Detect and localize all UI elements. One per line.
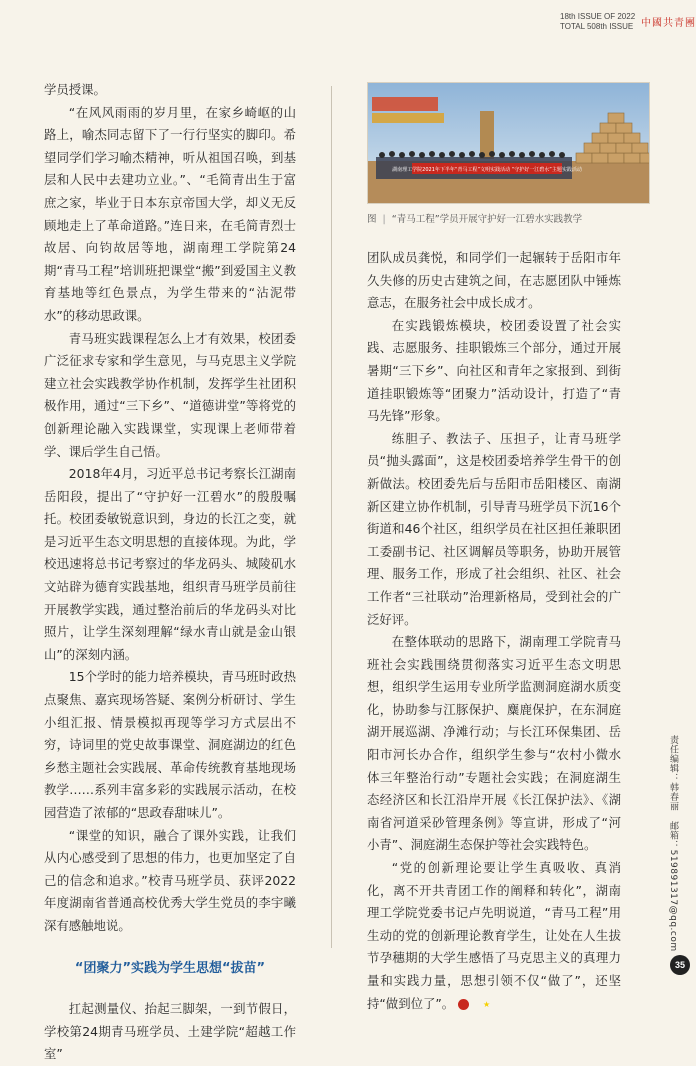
paragraph: 团队成员龚悦，和同学们一起辗转于岳阳市年久失修的历史古建筑之间，在志愿团队中锤炼意志，在服务社会中成长成才。 — [367, 250, 621, 311]
caption-marker: 图 — [367, 214, 377, 225]
end-star-icon: ★ — [458, 999, 469, 1010]
photo-illustration — [368, 83, 649, 203]
total-issue: TOTAL 508th ISSUE — [560, 22, 634, 31]
issue-info — [560, 12, 640, 32]
paragraph: 在实践锻炼模块，校团委设置了社会实践、志愿服务、挂职锻炼三个部分，通过开展暑期“三下乡”、向社区和青年之家报到、到街道挂职锻炼等“团聚力”活动设计，打造了“青马先锋”形象。 — [367, 317, 621, 424]
paragraph: 2018年4月，习近平总书记考察长江湖南岳阳段，提出了“守护好一江碧水”的殷殷嘱托。校团委敏锐意识到，身边的长江之变，就是习近平生态文明思想的直接体现。为此，学校迅速将总书记考察过的华龙码头、城陵矶水文站辟为德育实践基地，组织青马班学员前往开展教学实践，通过整治前后的华龙码头对比照片，让学生深刻理解“绿水青山就是金山银山”的深刻内涵。 — [44, 466, 296, 662]
issue-number: 18th ISSUE OF 2022 — [560, 12, 636, 21]
paragraph: 练胆子、教法子、压担子，让青马班学员“抛头露面”，这是校团委培养学生骨干的创新做法。校团委先后与岳阳市岳阳楼区、南湖新区建立协作机制，引导青马班学员下沉16个街道和46个社区，组织学员在社区担任兼职团工委副书记、社区调解员等职务，协助开展管理、服务工作，形成了社会组织、社区、社会工作者“三社联动”治理新格局，受到社会的广泛好评。 — [367, 430, 621, 627]
slogan-sign — [372, 97, 438, 111]
left-column — [44, 79, 296, 1066]
page-number: 35 — [670, 955, 690, 975]
paragraph: 扛起测量仪、抬起三脚架，一到节假日，学校第24期青马班学员、土建学院“超越工作室” — [44, 1001, 296, 1062]
editor-credit: 责任编辑：韩春丽 邮箱：519891317@qq.com — [668, 735, 678, 952]
banner-text: 湖南理工学院2021年下半年“青马工程”文明实践活动 “守护好一江碧水”主题实践活动 — [392, 167, 582, 173]
caption-text: “青马工程”学员开展守护好一江碧水实践教学 — [391, 214, 583, 225]
editor-sidebar — [663, 735, 693, 952]
magazine-brand: 中國共青團 — [641, 18, 696, 29]
paragraph: “在风风雨雨的岁月里，在家乡崎岖的山路上，喻杰同志留下了一行行坚实的脚印。希望同学们学习喻杰精神，听从祖国召唤，到基层和人民中去建功立业。”、“毛简青出生于富庶之家，毕业于日本东京帝国大学，却义无反顾地走上了革命道路。”连日来，在毛简青烈士故居、向钧故居等地，湖南理工学院第24期“青马工程”培训班把课堂“搬”到爱国主义教育基地等红色景点，为学生带来的“沾泥带水”的移动思政课。 — [44, 104, 296, 323]
editor-email: 邮箱：519891317@qq.com — [668, 821, 678, 952]
column-divider — [331, 86, 332, 948]
section-heading: “团聚力”实践为学生思想“拔苗” — [74, 960, 266, 976]
paragraph: 学员授课。 — [44, 82, 106, 97]
paragraph — [367, 857, 621, 1015]
paragraph: 15个学时的能力培养模块，青马班时政热点聚焦、嘉宾现场答疑、案例分析研讨、学生小组汇报、情景模拟再现等学习方式层出不穷，诗词里的党史故事课堂、洞庭湖边的红色乡愁主题社会实践展、革命传统教育基地现场教学……系列丰富多彩的实践展示活动，在校园营造了浓郁的“思政春甜味儿”。 — [44, 669, 296, 820]
paragraph: “课堂的知识，融合了课外实践，让我们从内心感受到了思想的伟力，也更加坚定了自己的信念和追求。”校青马班学员、获评2022年度湖南省普通高校优秀大学生党员的李宇曦深有感触地说。 — [44, 827, 296, 933]
photo-caption: 图 | “青马工程”学员开展守护好一江碧水实践教学 — [367, 214, 583, 225]
practice-photo — [367, 82, 650, 204]
right-column — [367, 247, 621, 1015]
paragraph: 青马班实践课程怎么上才有效果，校团委广泛征求专家和学生意见，与马克思主义学院建立社会实践教学协作机制，发挥学生社团积极作用，通过“三下乡”、“道德讲堂”等将党的创新理论融入实践课堂，实现课上老师带着学、课后学生自己悟。 — [44, 330, 296, 459]
paragraph: 在整体联动的思路下，湖南理工学院青马班社会实践围绕贯彻落实习近平生态文明思想，组织学生运用专业所学监测洞庭湖水质变化，协助参与江豚保护、麋鹿保护，在东洞庭湖开展巡湖、净滩行动；与长江环保集团、岳阳市河长办合作，组织学生参与“农村小微水体三年整治行动”专题社会实践；在洞庭湖生态经济区和长江沿岸开展《长江保护法》、《湖南省河道采砂管理条例》等宣讲，形成了“河小青”、洞庭湖生态保护等社会实践特色。 — [367, 634, 621, 853]
closing-text: “党的创新理论要让学生真吸收、真消化，离不开共青团工作的阐释和转化”，湖南理工学院党委书记卢先明说道，“青马工程”用生动的党的创新理论教育学生，让处在人生拔节孕穗期的大学生感悟了马克思主义的真理力量和实践力量，思想引领不仅“做了”，还坚持“做到位了”。 — [367, 860, 621, 1011]
